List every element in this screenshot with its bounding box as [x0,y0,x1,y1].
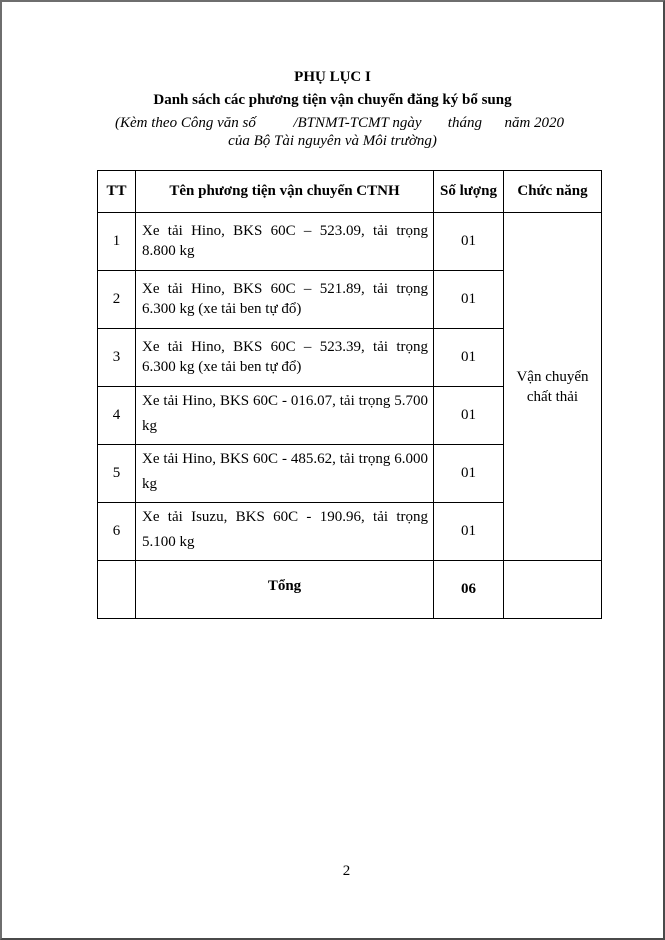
row-tt: 6 [98,503,136,561]
row-vehicle-name-text: Xe tải Hino, BKS 60C - 485.62, tải trọng 6.000 kg [142,451,428,492]
total-label-cell [136,561,434,619]
row-vehicle-name-text: Xe tải Isuzu, BKS 60C - 190.96, tải trọng 5.100 kg [142,509,428,550]
table-row [98,213,602,271]
row-tt: 2 [98,271,136,329]
header-quantity: Số lượng [434,171,504,213]
row-vehicle-name [136,387,434,445]
reference-line-2: của Bộ Tài nguyên và Môi trường) [228,133,437,149]
function-line-2: chất thải [526,388,579,405]
header-name: Tên phương tiện vận chuyển CTNH [136,171,434,213]
row-vehicle-name [136,213,434,271]
appendix-subtitle: Danh sách các phương tiện vận chuyển đăng ký bổ sung [153,92,512,108]
header-tt: TT [98,171,136,213]
row-quantity: 01 [434,271,504,329]
table-header-row [98,171,602,213]
function-cell [504,213,602,561]
total-function-empty-cell [504,561,602,619]
vehicle-table [97,170,602,619]
total-empty-cell [98,561,136,619]
row-quantity: 01 [434,213,504,271]
row-tt: 5 [98,445,136,503]
row-quantity: 01 [434,387,504,445]
function-line-1: Vận chuyển [516,368,589,385]
row-vehicle-name [136,329,434,387]
header-function: Chức năng [504,171,602,213]
row-vehicle-name-text: Xe tải Hino, BKS 60C – 523.09, tải trọng 8.800 kg [142,223,428,259]
row-vehicle-name-text: Xe tải Hino, BKS 60C - 016.07, tải trọng 5.700 kg [142,393,428,434]
row-vehicle-name [136,445,434,503]
row-quantity: 01 [434,503,504,561]
page-number: 2 [342,863,351,879]
row-vehicle-name-text: Xe tải Hino, BKS 60C – 521.89, tải trọng 6.300 kg (xe tải ben tự đổ) [142,281,428,317]
reference-line-1: (Kèm theo Công văn số /BTNMT-TCMT ngày tháng năm 2020 [115,115,565,131]
row-tt: 3 [98,329,136,387]
total-row [98,561,602,619]
row-tt: 1 [98,213,136,271]
appendix-title: PHỤ LỤC I [294,69,371,85]
row-vehicle-name [136,271,434,329]
row-quantity: 01 [434,445,504,503]
row-quantity: 01 [434,329,504,387]
row-vehicle-name-text: Xe tải Hino, BKS 60C – 523.39, tải trọng 6.300 kg (xe tải ben tự đổ) [142,339,428,375]
total-quantity: 06 [434,561,504,619]
row-tt: 4 [98,387,136,445]
total-label: Tổng [267,578,302,594]
row-vehicle-name [136,503,434,561]
